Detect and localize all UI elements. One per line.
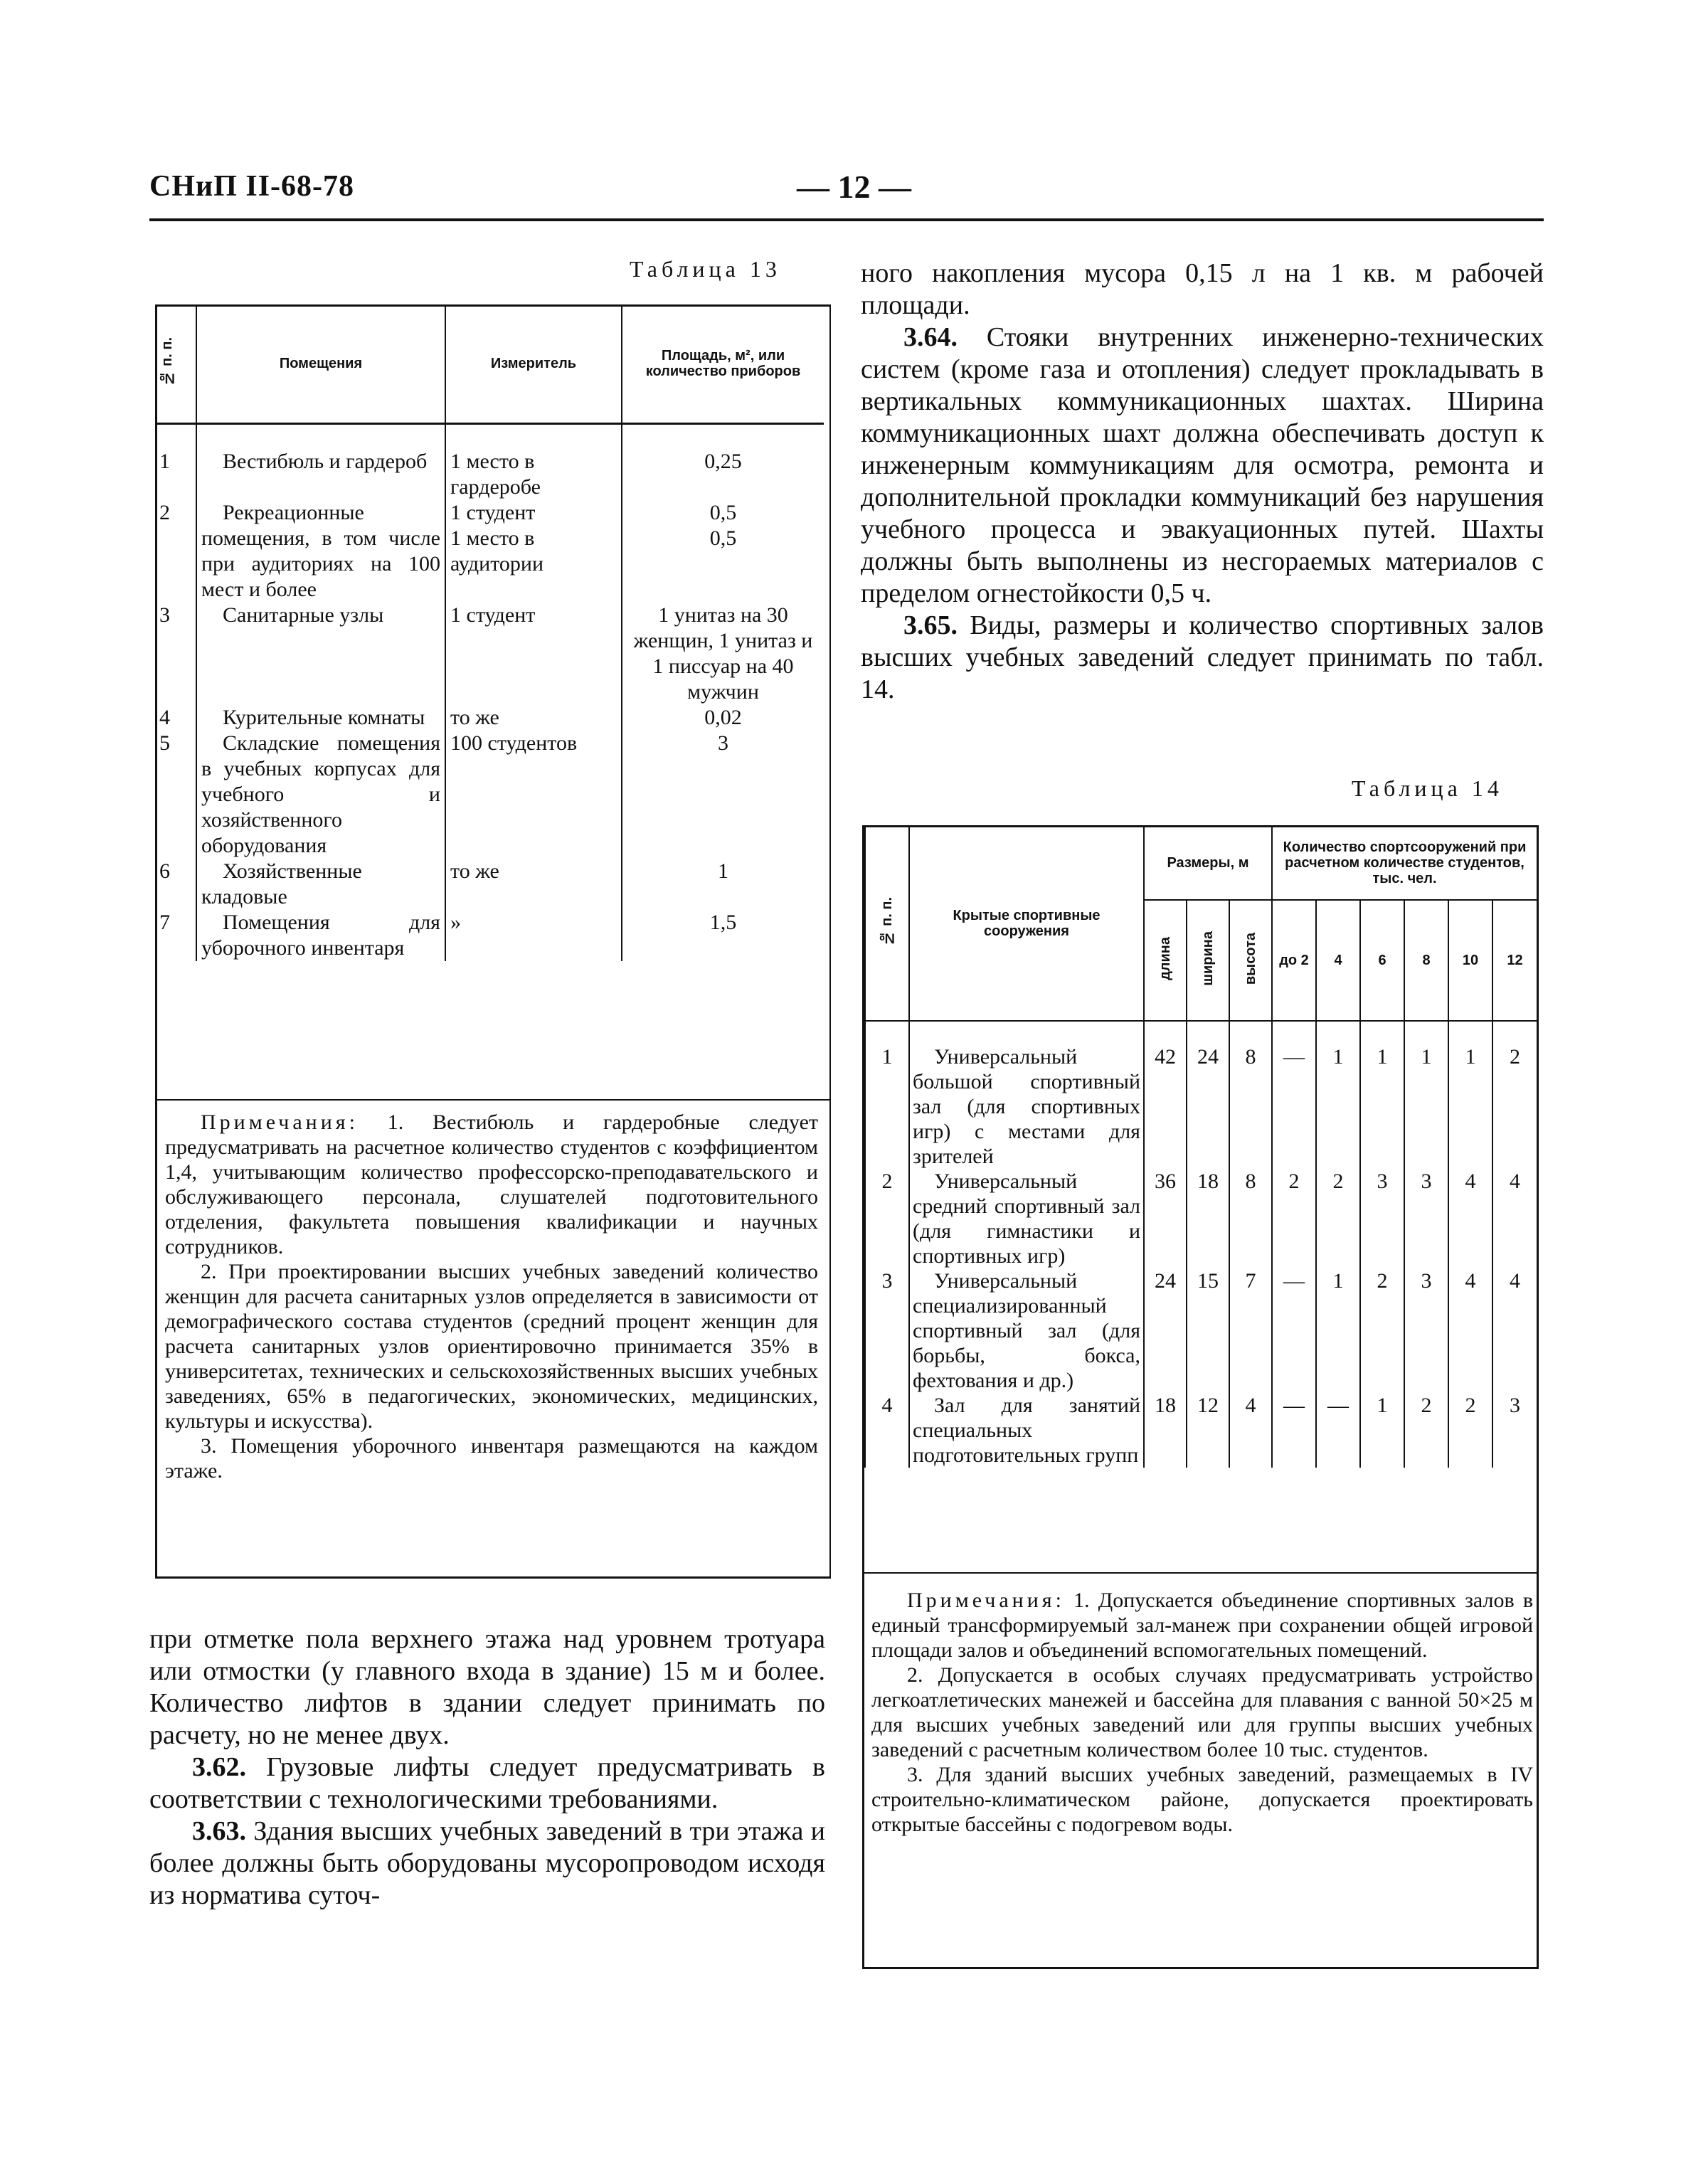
count-value: —: [1272, 1268, 1316, 1393]
clause-number: 3.62.: [192, 1752, 246, 1782]
clause-text: Виды, размеры и количество спортивных залов высших учебных заведений следует принимать по табл. 14.: [861, 610, 1544, 704]
count-value: 1: [1360, 1393, 1404, 1468]
count-value: —: [1272, 1021, 1316, 1169]
header-rule: [149, 218, 1544, 221]
facility-name: Универсальный средний спортивный зал (для гимнастики и спортивных игр): [909, 1169, 1144, 1268]
table14-count-header: 12: [1492, 900, 1537, 1021]
size-value: 7: [1229, 1268, 1272, 1393]
count-value: 3: [1360, 1169, 1404, 1268]
room-name: Складские помещения в учебных корпусах для учебного и хозяйственного оборудования: [196, 731, 445, 859]
table-row: [865, 1268, 1537, 1393]
table13-header-num: № п. п.: [155, 304, 196, 424]
paragraph-3-64: [861, 322, 1544, 610]
table13-header-unit: Измеритель: [445, 304, 622, 424]
clause-number: 3.63.: [192, 1816, 246, 1846]
table14-header-sizes: Размеры, м: [1144, 826, 1272, 900]
table-row: [865, 1169, 1537, 1268]
table14-notes: [871, 1588, 1533, 1837]
clause-text: Грузовые лифты следует предусматривать в соответствии с технологическими требованиями.: [149, 1752, 825, 1814]
measure-unit: 1 место в гардеробе: [445, 424, 622, 501]
table14-header-name: Крытые спортивные сооружения: [909, 826, 1144, 1021]
area-value: 1 унитаз на 30 женщин, 1 унитаз и 1 писсуар на 40 мужчин: [633, 603, 813, 704]
table13-header-rooms: Помещения: [196, 304, 445, 424]
table14-note-3: 3. Для зданий высших учебных заведений, размещаемых в IV строительно-климатическом районе, допускается проектировать открытые бассейны с подогревом воды.: [871, 1763, 1533, 1836]
count-value: 4: [1492, 1268, 1537, 1393]
size-value: 8: [1229, 1021, 1272, 1169]
size-value: 4: [1229, 1393, 1272, 1468]
size-value: 24: [1144, 1268, 1187, 1393]
measure-unit: то же: [445, 705, 622, 731]
table13-header-area: Площадь, м², или количество приборов: [622, 304, 824, 424]
table-row: [155, 705, 824, 731]
count-value: —: [1272, 1393, 1316, 1468]
count-value: 1: [1316, 1268, 1360, 1393]
paragraph-3-62: [149, 1751, 825, 1815]
table13-notes: [165, 1110, 818, 1483]
table-row: [155, 731, 824, 859]
table14-count-header: 8: [1404, 900, 1448, 1021]
area-value: 3: [718, 731, 728, 755]
count-value: 2: [1316, 1169, 1360, 1268]
paragraph-3-65: [861, 610, 1544, 706]
room-name: Помещения для уборочного инвентаря: [196, 910, 445, 961]
size-value: 12: [1187, 1393, 1229, 1468]
area-value: 0,5 0,5: [709, 501, 737, 550]
paragraph-3-63: [149, 1815, 825, 1912]
table13-notes-label: Примечания:: [201, 1110, 359, 1134]
table14-border-bottom: [862, 1967, 1539, 1969]
facility-name: Универсальный специализированный спортивный зал (для борьбы, бокса, фехтования и др.): [909, 1268, 1144, 1393]
table13-notes-divider: [155, 1099, 831, 1101]
count-value: 1: [1448, 1021, 1492, 1169]
area-value: 0,02: [704, 706, 742, 729]
room-name: Курительные комнаты: [196, 705, 445, 731]
table13-caption: Таблица 13: [630, 256, 781, 282]
size-value: 42: [1144, 1021, 1187, 1169]
row-number: 6: [155, 859, 196, 910]
count-value: 2: [1272, 1169, 1316, 1268]
count-value: 3: [1404, 1268, 1448, 1393]
area-value: 1,5: [709, 911, 737, 934]
table13-note-1: 1. Вестибюль и гардеробные следует предусматривать на расчетное количество студентов с коэффициентом 1,4, учитывающим количество профессорско-преподавательского и обслуживающего персонала, слушателей подготовительного отделения, факультета повышения квалификации и научных сотрудников.: [165, 1110, 818, 1258]
facility-name: Универсальный большой спортивный зал (для спортивных игр) с местами для зрителей: [909, 1021, 1144, 1169]
left-column-text: [149, 1623, 825, 1912]
table14-notes-divider: [864, 1572, 1538, 1574]
paragraph-garbage: ного накопления мусора 0,15 л на 1 кв. м рабочей площади.: [861, 258, 1544, 320]
count-value: 4: [1448, 1268, 1492, 1393]
table-row: [155, 424, 824, 501]
row-number: 2: [155, 500, 196, 603]
table14-header-num: № п. п.: [865, 826, 909, 1021]
measure-unit: 100 студентов: [445, 731, 622, 859]
size-value: 15: [1187, 1268, 1229, 1393]
room-name: Санитарные узлы: [196, 603, 445, 705]
size-value: 24: [1187, 1021, 1229, 1169]
row-number: 1: [865, 1021, 909, 1169]
paragraph-lifts: при отметке пола верхнего этажа над уровнем тротуара или отмостки (у главного входа в здание) 15 м и более. Количество лифтов в здании следует принимать по расчету, но не менее двух.: [149, 1624, 825, 1750]
table14: [864, 825, 1538, 1468]
table14-count-header: 6: [1360, 900, 1404, 1021]
table14-note-2: 2. Допускается в особых случаях предусматривать устройство легкоатлетических манежей и бассейна для плавания с ванной 50×25 м для высших учебных заведений или для группы высших учебных заведений с расчетным количеством более 10 тыс. студентов.: [871, 1663, 1533, 1761]
right-column-text: [861, 258, 1544, 706]
table14-count-header: 10: [1448, 900, 1492, 1021]
row-number: 1: [155, 424, 196, 501]
row-number: 3: [155, 603, 196, 705]
count-value: 2: [1492, 1021, 1537, 1169]
table13-note-2: 2. При проектировании высших учебных заведений количество женщин для расчета санитарных узлов определяется в зависимости от демографического состава студентов (средний процент женщин для расчета санитарных узлов ориентировочно принимается 35% в университетах, технических и сельскохозяйственных высших учебных заведениях, 65% в педагогических, экономических, медицинских, культуры и искусства).: [165, 1260, 818, 1433]
table-row: [865, 1021, 1537, 1169]
count-value: 2: [1448, 1393, 1492, 1468]
row-number: 4: [155, 705, 196, 731]
facility-name: Зал для занятий специальных подготовительных групп: [909, 1393, 1144, 1468]
table13: [155, 304, 824, 961]
count-value: 1: [1404, 1021, 1448, 1169]
measure-unit: »: [445, 910, 622, 961]
table14-notes-label: Примечания:: [907, 1589, 1065, 1612]
room-name: Хозяйственные кладовые: [196, 859, 445, 910]
row-number: 7: [155, 910, 196, 961]
table13-border-bottom: [155, 1576, 831, 1579]
table14-size-header: ширина: [1187, 900, 1229, 1021]
clause-text: Здания высших учебных заведений в три этажа и более должны быть оборудованы мусоропроводом исходя из норматива суточ-: [149, 1816, 826, 1910]
size-value: 8: [1229, 1169, 1272, 1268]
table14-count-header: до 2: [1272, 900, 1316, 1021]
table13-note-3: 3. Помещения уборочного инвентаря размещаются на каждом этаже.: [165, 1434, 818, 1483]
count-value: 4: [1448, 1169, 1492, 1268]
row-number: 2: [865, 1169, 909, 1268]
count-value: 4: [1492, 1169, 1537, 1268]
table-row: [155, 603, 824, 705]
count-value: —: [1316, 1393, 1360, 1468]
clause-text: Стояки внутренних инженерно-технических систем (кроме газа и отопления) следует прокладывать в вертикальных коммуникационных шахтах. Ширина коммуникационных шахт должна обеспечивать доступ к инженерным коммуникациям для осмотра, ремонта и дополнительной прокладки коммуникаций без нарушения учебного процесса и эвакуационных путей. Шахты должны быть выполнены из несгораемых материалов с пределом огнестойкости 0,5 ч.: [861, 322, 1544, 608]
row-number: 4: [865, 1393, 909, 1468]
table-row: [155, 859, 824, 910]
table-row: [155, 500, 824, 603]
row-number: 5: [155, 731, 196, 859]
size-value: 36: [1144, 1169, 1187, 1268]
table-row: [155, 910, 824, 961]
size-value: 18: [1187, 1169, 1229, 1268]
table14-count-header: 4: [1316, 900, 1360, 1021]
count-value: 2: [1404, 1393, 1448, 1468]
table14-caption: Таблица 14: [1352, 775, 1503, 801]
size-value: 18: [1144, 1393, 1187, 1468]
count-value: 2: [1360, 1268, 1404, 1393]
measure-unit: то же: [445, 859, 622, 910]
count-value: 3: [1492, 1393, 1537, 1468]
row-number: 3: [865, 1268, 909, 1393]
count-value: 1: [1360, 1021, 1404, 1169]
room-name: Рекреационные помещения, в том числе при аудиториях на 100 мест и более: [196, 500, 445, 603]
page-number: — 12 —: [797, 169, 911, 205]
room-name: Вестибюль и гардероб: [196, 424, 445, 501]
table14-note-1: 1. Допускается объединение спортивных залов в единый трансформируемый зал-манеж при сохранении общей игровой площади залов и объединений вспомогательных помещений.: [871, 1589, 1533, 1662]
clause-number: 3.64.: [903, 322, 958, 352]
clause-number: 3.65.: [903, 610, 958, 640]
table14-size-header: длина: [1144, 900, 1187, 1021]
count-value: 1: [1316, 1021, 1360, 1169]
table13-border-right: [829, 304, 831, 1578]
count-value: 3: [1404, 1169, 1448, 1268]
table-row: [865, 1393, 1537, 1468]
area-value: 0,25: [704, 450, 742, 473]
area-value: 1: [718, 859, 728, 883]
document-code: СНиП II-68-78: [149, 170, 355, 203]
table14-size-header: высота: [1229, 900, 1272, 1021]
measure-unit: 1 студент 1 место в аудитории: [445, 500, 622, 603]
measure-unit: 1 студент: [445, 603, 622, 705]
table14-header-counts: Количество спортсооружений при расчетном количестве студентов, тыс. чел.: [1272, 826, 1537, 900]
